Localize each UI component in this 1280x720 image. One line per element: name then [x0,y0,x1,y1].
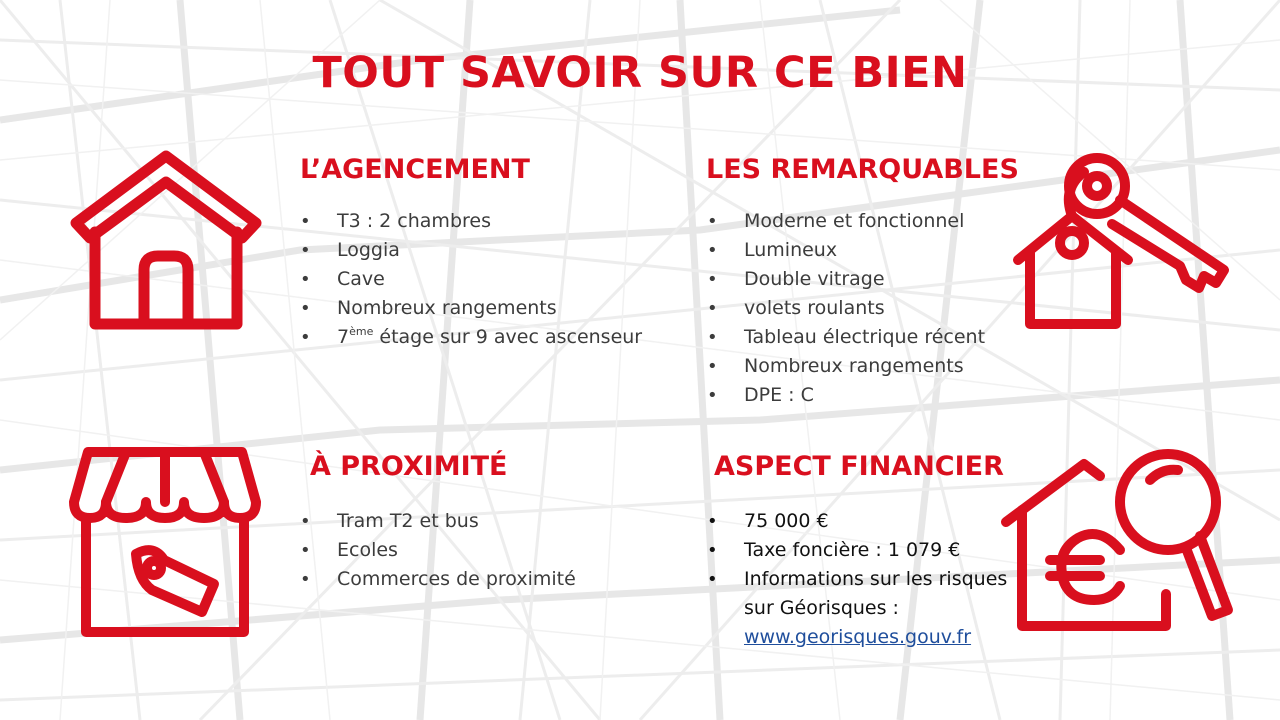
list-item: • Cave [300,265,642,294]
list-item: • Moderne et fonctionnel [707,207,985,236]
list-item: • Loggia [300,236,642,265]
agencement-heading: L’AGENCEMENT [300,154,530,185]
list-item: • Tram T2 et bus [300,507,576,536]
list-item: • volets roulants [707,294,985,323]
remarquables-list [707,207,985,410]
list-item: • DPE : C [707,381,985,410]
house-euro-magnifier-icon [1000,444,1240,636]
list-item-risks: • Informations sur les risques sur Géorisques : www.georisques.gouv.fr [707,565,1007,652]
list-item-tax: • Taxe foncière : 1 079 € [707,536,1007,565]
list-item: • Lumineux [707,236,985,265]
financier-heading: ASPECT FINANCIER [714,451,1004,482]
shop-icon [66,444,264,640]
list-item-price: • 75 000 € [707,507,1007,536]
house-icon [66,148,266,332]
list-item: • Nombreux rangements [707,352,985,381]
agencement-list [300,207,642,352]
list-item: • Commerces de proximité [300,565,576,594]
proximite-list [300,507,576,594]
page-title: TOUT SAVOIR SUR CE BIEN [312,48,968,98]
financier-list [707,507,1007,652]
list-item-floor: • 7ème étage sur 9 avec ascenseur [300,323,642,352]
list-item: • Nombreux rangements [300,294,642,323]
list-item: • Double vitrage [707,265,985,294]
list-item: • Ecoles [300,536,576,565]
remarquables-heading: LES REMARQUABLES [706,154,1019,185]
list-item: • Tableau électrique récent [707,323,985,352]
keys-house-icon [1012,148,1232,333]
proximite-heading: À PROXIMITÉ [310,451,508,482]
list-item: • T3 : 2 chambres [300,207,642,236]
georisques-link[interactable]: www.georisques.gouv.fr [744,626,972,648]
